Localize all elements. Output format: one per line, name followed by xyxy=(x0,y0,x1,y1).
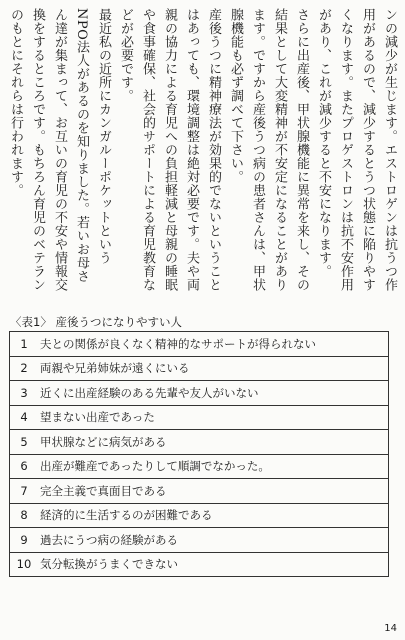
row-number: 6 xyxy=(20,459,28,474)
row-text: 望まない出産であった xyxy=(40,410,155,425)
table-row xyxy=(10,381,388,406)
paragraph: ンの減少が生じます。エストロゲンは抗うつ作用があるので、減少するとうつ状態に陥りやすくなります。またプロゲストロンは抗不安作用があり、これが減少すると不安になります。 xyxy=(316,8,397,292)
row-number: 8 xyxy=(20,508,28,523)
paragraph: 産後うつに精神療法が効果的でないということはあっても、環境調整は絶対必要です。夫や両親の協力による育児への負担軽減と母親の睡眠や食事確保、社会的サポートによる育児教育などが必要です。 xyxy=(118,8,221,292)
row-text: 近くに出産経験のある先輩や友人がいない xyxy=(40,385,259,400)
row-number: 9 xyxy=(20,532,28,547)
body-text xyxy=(8,8,400,295)
table-row xyxy=(10,332,388,357)
table-row xyxy=(10,455,388,480)
row-number: 1 xyxy=(20,336,28,351)
row-text: 完全主義で真面目である xyxy=(40,483,167,498)
row-number: 5 xyxy=(20,434,28,449)
page-number: 14 xyxy=(384,623,397,634)
paragraph: 最近私の近所にカンガルーポケットというNPO法人があるのを知りました。若いお母さん達が集まって、お互いの育児の不安や情報交換をするところです。もちろん育児のベテランのもとにそれらは行われます。 xyxy=(8,8,111,292)
table-caption: 〈表1〉 産後うつになりやすい人 xyxy=(10,315,182,329)
table-row xyxy=(10,357,388,382)
row-text: 夫との関係が良くなく精神的なサポートが得られない xyxy=(40,336,316,351)
row-text: 両親や兄弟姉妹が遠くにいる xyxy=(40,361,190,376)
row-text: 出産が難産であったりして順調でなかった。 xyxy=(40,459,270,474)
risk-table xyxy=(9,331,389,577)
row-number: 10 xyxy=(16,557,32,572)
row-number: 2 xyxy=(20,361,28,376)
table-row xyxy=(10,553,388,577)
table-row xyxy=(10,406,388,431)
table-row xyxy=(10,504,388,529)
row-text: 気分転換がうまくできない xyxy=(40,557,178,572)
row-number: 3 xyxy=(20,385,28,400)
row-number: 4 xyxy=(20,410,28,425)
row-text: 経済的に生活するのが困難である xyxy=(40,508,213,523)
paragraph: さらに出産後、甲状腺機能に異常を来し、その結果として大変精神が不安定になることがあります。ですから産後うつ病の患者さんは、甲状腺機能も必ず調べて下さい。 xyxy=(228,8,309,292)
table-row xyxy=(10,430,388,455)
table-row xyxy=(10,479,388,504)
row-number: 7 xyxy=(20,483,28,498)
row-text: 甲状腺などに病気がある xyxy=(40,434,167,449)
row-text: 過去にうつ病の経験がある xyxy=(40,532,178,547)
table-row xyxy=(10,528,388,553)
